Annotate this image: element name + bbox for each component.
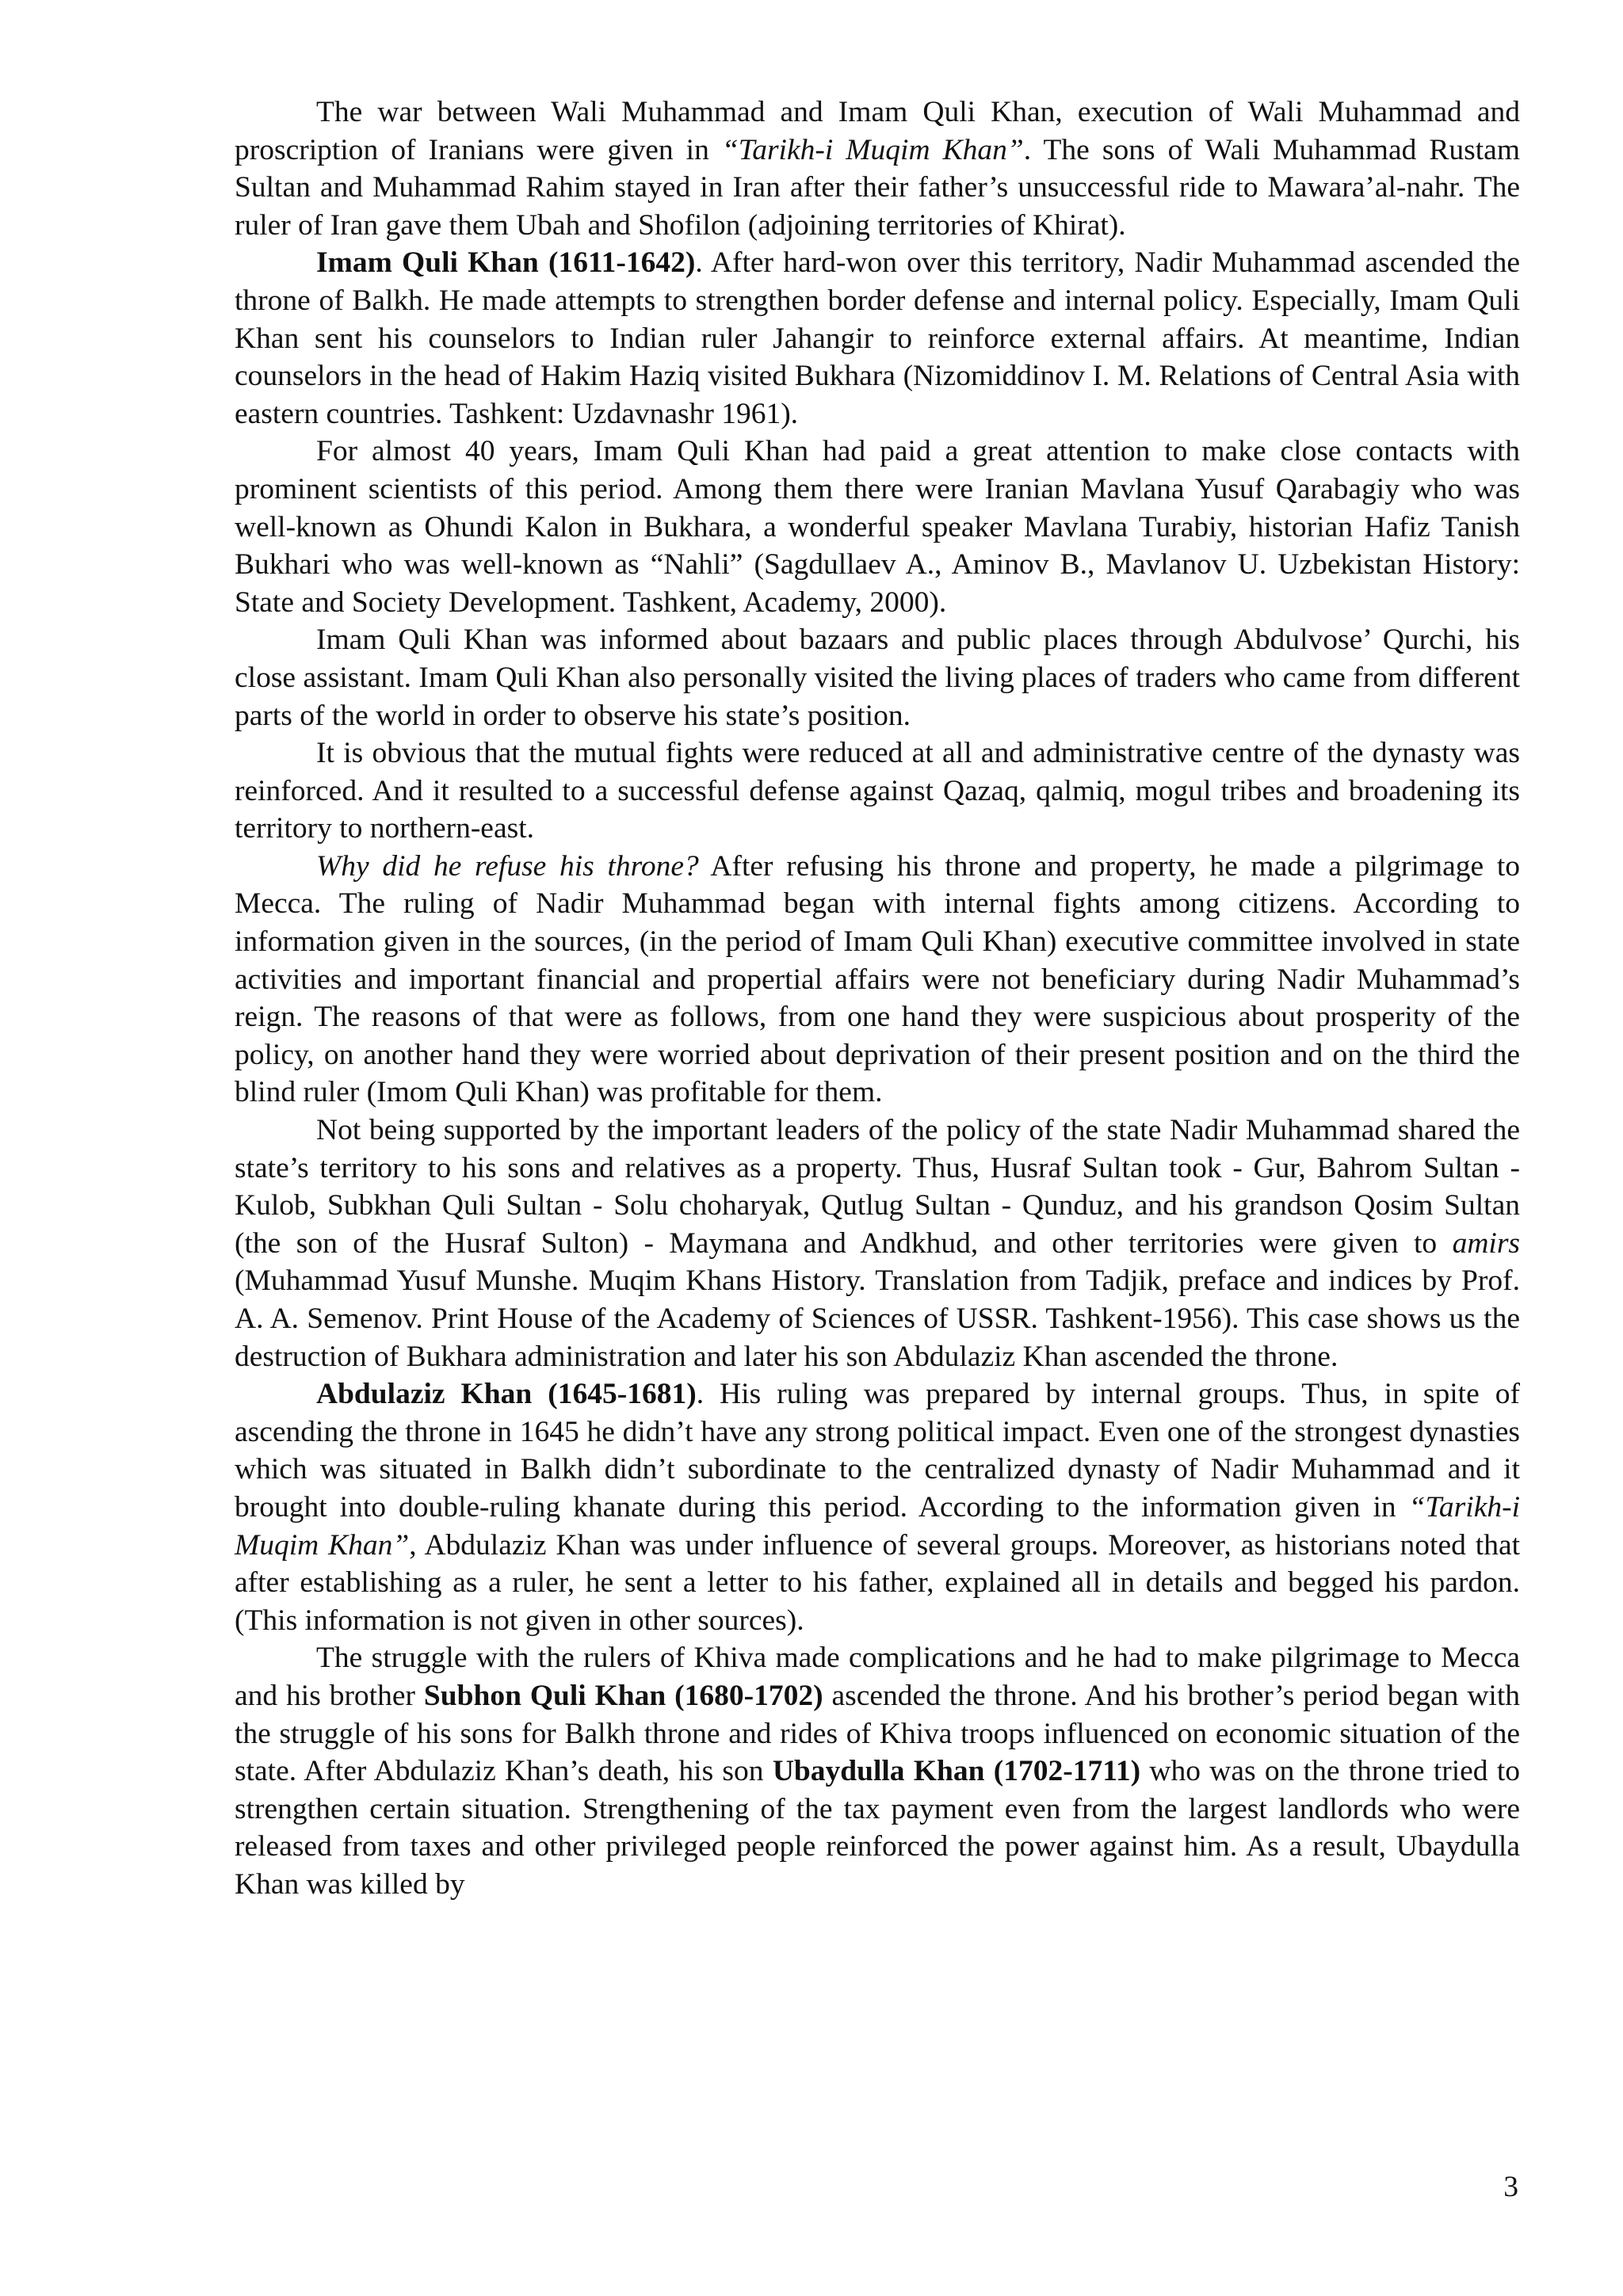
paragraph <box>235 433 1520 621</box>
text-run: . After hard-won over this territory, Nadir Muhammad ascended the throne of Balkh. He made attempts to strengthen border defense and internal policy. Especially, Imam Quli Khan sent his counselors to Indian ruler Jahangir to reinforce external affairs. At meantime, Indian counselors in the head of Hakim Haziq visited Bukhara (Nizomiddinov I. M. Relations of Central Asia with eastern countries. Tashkent: Uzdavnashr 1961). <box>235 246 1520 430</box>
paragraph <box>235 93 1520 244</box>
text-run: . The sons of Wali Muhammad Rustam Sultan and Muhammad Rahim stayed in Iran after their father’s unsuccessful ride to Mawara’al-nahr. The ruler of Iran gave them Ubah and Shofilon (adjoining territories of Khirat). <box>235 133 1520 242</box>
italic-text: “Tarikh-i Muqim Khan” <box>721 133 1024 166</box>
paragraph <box>235 1112 1520 1375</box>
page-body <box>235 93 1520 1904</box>
text-run: , Abdulaziz Khan was under influence of several groups. Moreover, as historians noted that after establishing as a ruler, he sent a letter to his father, explained all in details and begged his pardon. (This information is not given in other sources). <box>235 1528 1521 1637</box>
bold-text: Imam Quli Khan (1611-1642) <box>316 246 696 280</box>
text-run: . His ruling was prepared by internal groups. Thus, in spite of ascending the throne in 1645 he didn’t have any strong political impact. Even one of the strongest dynasties which was situated in Balkh didn’t subordinate to the centralized dynasty of Nadir Muhammad and it brought into double-ruling khanate during this period. According to the information given in <box>235 1378 1520 1524</box>
text-run: Imam Quli Khan was informed about bazaars and public places through Abdulvose’ Qurchi, his close assistant. Imam Quli Khan also personally visited the living places of traders who came from different parts of the world in order to observe his state’s position. <box>235 624 1520 732</box>
paragraph <box>235 1639 1520 1903</box>
bold-text: Abdulaziz Khan (1645-1681) <box>316 1378 697 1411</box>
text-run: Not being supported by the important leaders of the policy of the state Nadir Muhammad shared the state’s territory to his sons and relatives as a property. Thus, Husraf Sultan took - Gur, Bahrom Sultan - Kulob, Subkhan Quli Sultan - Solu choharyak, Qutlug Sultan - Qunduz, and his grandson Qosim Sultan (the son of the Husraf Sulton) - Maymana and Andkhud, and other territories were given to <box>235 1114 1520 1260</box>
paragraph <box>235 734 1520 848</box>
italic-text: amirs <box>1452 1226 1520 1260</box>
paragraph <box>235 1375 1520 1639</box>
text-run: The war between Wali Muhammad and Imam Quli Khan, execution of Wali Muhammad and proscription of Iranians were given in <box>235 96 1520 166</box>
text-run: For almost 40 years, Imam Quli Khan had paid a great attention to make close contacts with prominent scientists of this period. Among them there were Iranian Mavlana Yusuf Qarabagiy who was well-known as Ohundi Kalon in Bukhara, a wonderful speaker Mavlana Turabiy, historian Hafiz Tanish Bukhari who was well-known as “Nahli” (Sagdullaev A., Aminov B., Mavlanov U. Uzbekistan History: State and Society Development. Tashkent, Academy, 2000). <box>235 435 1520 619</box>
bold-text: Ubaydulla Khan (1702-1711) <box>772 1755 1141 1788</box>
paragraph <box>235 244 1520 433</box>
text-run: The struggle with the rulers of Khiva made complications and he had to make pilgrimage to Mecca and his brother <box>235 1642 1520 1712</box>
paragraph <box>235 621 1520 734</box>
text-run: who was on the throne tried to strengthen certain situation. Strengthening of the tax payment even from the largest landlords who were released from taxes and other privileged people reinforced the power against him. As a result, Ubaydulla Khan was killed by <box>235 1755 1520 1901</box>
text-run: After refusing his throne and property, he made a pilgrimage to Mecca. The ruling of Nadir Muhammad began with internal fights among citizens. According to information given in the sources, (in the period of Imam Quli Khan) executive committee involved in state activities and important financial and propertial affairs were not beneficiary during Nadir Muhammad’s reign. The reasons of that were as follows, from one hand they were suspicious about prosperity of the policy, on another hand they were worried about deprivation of their present position and on the third the blind ruler (Imom Quli Khan) was profitable for them. <box>235 849 1521 1109</box>
paragraph <box>235 848 1520 1112</box>
bold-text: Subhon Quli Khan (1680-1702) <box>423 1679 823 1712</box>
text-run: (Muhammad Yusuf Munshe. Muqim Khans History. Translation from Tadjik, preface and indices by Prof. A. A. Semenov. Print House of the Academy of Sciences of USSR. Tashkent-1956). This case shows us the destruction of Bukhara administration and later his son Abdulaziz Khan ascended the throne. <box>235 1264 1520 1373</box>
text-run: ascended the throne. And his brother’s period began with the struggle of his sons for Balkh throne and rides of Khiva troops influenced on economic situation of the state. After Abdulaziz Khan’s death, his son <box>235 1679 1520 1788</box>
italic-text: Why did he refuse his throne? <box>316 849 699 883</box>
page-number: 3 <box>1503 2171 1518 2203</box>
text-run: It is obvious that the mutual fights were reduced at all and administrative centre of the dynasty was reinforced. And it resulted to a successful defense against Qazaq, qalmiq, mogul tribes and broadening its territory to northern-east. <box>235 737 1520 845</box>
italic-text: “Tarikh-i Muqim Khan” <box>235 1490 1520 1562</box>
